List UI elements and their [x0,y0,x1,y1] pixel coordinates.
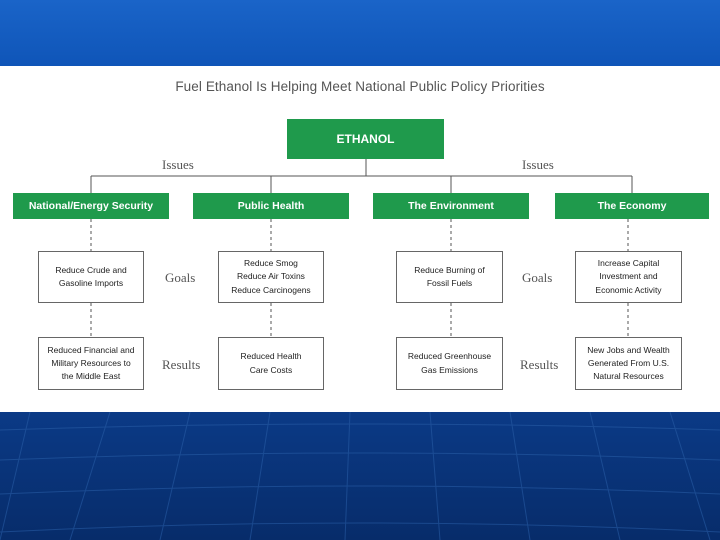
footer-band [0,412,720,540]
issues-label-left: Issues [162,157,194,172]
header-band [0,0,720,66]
goal-box-4: Increase Capital Investment and Economic Activity [575,251,682,303]
results-label-right: Results [520,357,559,372]
goal-box-2: Reduce Smog Reduce Air Toxins Reduce Carcinogens [218,251,324,303]
goals-label-left: Goals [165,270,196,285]
result-box-1: Reduced Financial and Military Resources to the Middle East [38,337,144,390]
result-box-3: Reduced Greenhouse Gas Emissions [396,337,503,390]
slide-content [0,66,720,412]
issue-box-national-energy-security: National/Energy Security [13,193,169,219]
diagram-title: Fuel Ethanol Is Helping Meet National Public Policy Priorities [175,79,545,94]
issues-label-right: Issues [522,157,554,172]
root-node: ETHANOL [287,119,444,159]
result-box-2: Reduced Health Care Costs [218,337,324,390]
goal-box-3: Reduce Burning of Fossil Fuels [396,251,503,303]
issue-box-environment: The Environment [373,193,529,219]
results-label-left: Results [162,357,201,372]
issue-box-public-health: Public Health [193,193,349,219]
issue-box-economy: The Economy [555,193,709,219]
goals-label-right: Goals [522,270,553,285]
footer-grid-pattern [0,412,720,540]
result-box-4: New Jobs and Wealth Generated From U.S. Natural Resources [575,337,682,390]
goal-box-1: Reduce Crude and Gasoline Imports [38,251,144,303]
